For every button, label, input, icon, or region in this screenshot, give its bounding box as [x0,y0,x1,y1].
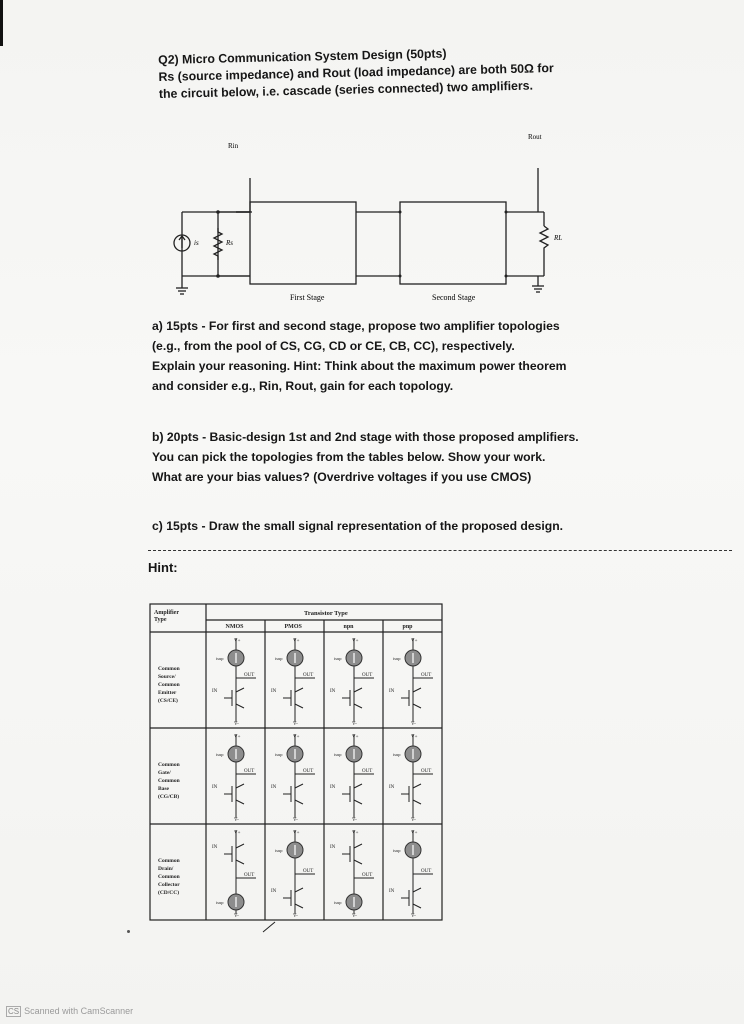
isup-label: isup [275,752,283,757]
row-header-text: Source/ [158,674,176,680]
vminus-label: V- [293,818,298,823]
out-label: OUT [362,873,373,878]
vminus-label: V- [234,818,239,823]
pen-stroke [263,922,275,932]
vplus-label: V+ [352,831,359,836]
transistor-symbol [342,784,362,804]
scan-speck [127,930,130,933]
part-a-line: a) 15pts - For first and second stage, propose two amplifier topologies [152,319,560,333]
row-header-text: Common [158,778,180,784]
transistor-symbol [224,688,244,708]
rout-label: Rout [528,133,542,141]
column-header-pmos: PMOS [284,624,302,630]
vplus-label: V+ [352,639,359,644]
vminus-label: V- [411,722,416,727]
rs-label: Rs [226,239,233,247]
row-header-text: Common [158,682,180,688]
corner-header-text: Amplifier [154,610,179,616]
rl-label: RL [554,234,563,242]
in-label: IN [330,689,336,694]
in-label: IN [389,889,395,894]
vminus-label: V- [234,914,239,919]
rl-resistor [540,226,548,276]
isup-label: isup [216,900,224,905]
in-label: IN [330,785,336,790]
isup-label: isup [216,752,224,757]
camscanner-badge: CS [8,1007,20,1016]
column-header-nmos: NMOS [225,624,244,630]
transistor-symbol [342,688,362,708]
part-c [152,516,563,536]
corner-header-text: Type [154,617,167,623]
vplus-label: V+ [411,639,418,644]
amplifier-topology-table [146,600,446,919]
transistor-symbol [224,784,244,804]
vplus-label: V+ [293,735,300,740]
out-label: OUT [421,673,432,678]
row-header-text: Emitter [158,690,177,696]
row-header-text: (CD/CC) [158,890,180,896]
out-label: OUT [244,673,255,678]
part-a [152,316,566,396]
cascade-circuit-diagram [170,128,590,308]
question-title [158,41,629,103]
isup-label: isup [216,656,224,661]
isup-label: isup [334,656,342,661]
isup-label: isup [393,848,401,853]
transistor-symbol [401,688,421,708]
second-stage-box [400,202,506,284]
row-header-text: Drain/ [158,866,174,872]
first-stage-box [250,202,356,284]
title-line: Rs (source impedance) and Rout (load impedance) are both 50Ω for [158,61,554,84]
second-stage-label: Second Stage [432,293,476,302]
out-label: OUT [362,769,373,774]
transistor-symbol [342,844,362,864]
vminus-label: V- [411,914,416,919]
out-label: OUT [421,769,432,774]
part-a-line: and consider e.g., Rin, Rout, gain for each topology. [152,379,454,393]
row-header-text: Base [158,786,169,792]
scanner-watermark [6,1006,133,1017]
part-b [152,427,579,487]
part-c-line: c) 15pts - Draw the small signal representation of the proposed design. [152,519,564,533]
vplus-label: V+ [411,831,418,836]
isup-label: isup [393,656,401,661]
watermark-text: Scanned with CamScanner [24,1006,134,1016]
is-label: is [194,239,199,247]
in-label: IN [212,689,218,694]
first-stage-label: First Stage [290,293,325,302]
out-label: OUT [303,769,314,774]
vplus-label: V+ [234,735,241,740]
column-header-npn: npn [343,624,354,630]
transistor-symbol [224,844,244,864]
vplus-label: V+ [234,639,241,644]
vplus-label: V+ [293,831,300,836]
vminus-label: V- [293,914,298,919]
row-header-text: Common [158,762,180,768]
vminus-label: V- [352,722,357,727]
transistor-symbol [401,784,421,804]
vplus-label: V+ [352,735,359,740]
row-header-text: Common [158,874,180,880]
part-b-line: What are your bias values? (Overdrive voltages if you use CMOS) [152,470,532,484]
transistor-symbol [283,888,303,908]
out-label: OUT [362,673,373,678]
in-label: IN [389,785,395,790]
transistor-symbol [401,888,421,908]
vminus-label: V- [411,818,416,823]
out-label: OUT [244,769,255,774]
dashed-divider [148,550,732,551]
isup-label: isup [275,656,283,661]
transistor-symbol [283,784,303,804]
part-b-line: b) 20pts - Basic-design 1st and 2nd stage with those proposed amplifiers. [152,430,579,444]
vplus-label: V+ [293,639,300,644]
title-line: the circuit below, i.e. cascade (series connected) two amplifiers. [158,78,534,101]
in-label: IN [271,785,277,790]
vminus-label: V- [352,914,357,919]
title-line: Q2) Micro Communication System Design (50pts) [158,46,447,67]
part-a-line: Explain your reasoning. Hint: Think about the maximum power theorem [152,359,567,373]
in-label: IN [271,689,277,694]
row-header-text: (CG/CB) [158,794,180,800]
out-label: OUT [421,869,432,874]
out-label: OUT [303,869,314,874]
in-label: IN [330,845,336,850]
rin-label: Rin [228,142,239,150]
column-header-pnp: pnp [402,624,413,630]
row-header-text: Common [158,666,180,672]
group-header-text: Transistor Type [304,610,348,617]
isup-label: isup [334,900,342,905]
row-header-text: Common [158,858,180,864]
row-header-text: Collector [158,882,180,888]
page-edge-mark [0,0,3,46]
in-label: IN [389,689,395,694]
in-label: IN [212,785,218,790]
row-header-text: (CS/CE) [158,698,178,704]
vplus-label: V+ [411,735,418,740]
vminus-label: V- [234,722,239,727]
vminus-label: V- [352,818,357,823]
vplus-label: V+ [234,831,241,836]
part-b-line: You can pick the topologies from the tables below. Show your work. [152,450,546,464]
out-label: OUT [303,673,314,678]
row-header-text: Gate/ [158,770,171,776]
isup-label: isup [334,752,342,757]
in-label: IN [271,889,277,894]
isup-label: isup [275,848,283,853]
part-a-line: (e.g., from the pool of CS, CG, CD or CE, CB, CC), respectively. [152,339,515,353]
isup-label: isup [393,752,401,757]
out-label: OUT [244,873,255,878]
hint-label: Hint: [148,560,178,575]
in-label: IN [212,845,218,850]
vminus-label: V- [293,722,298,727]
transistor-symbol [283,688,303,708]
